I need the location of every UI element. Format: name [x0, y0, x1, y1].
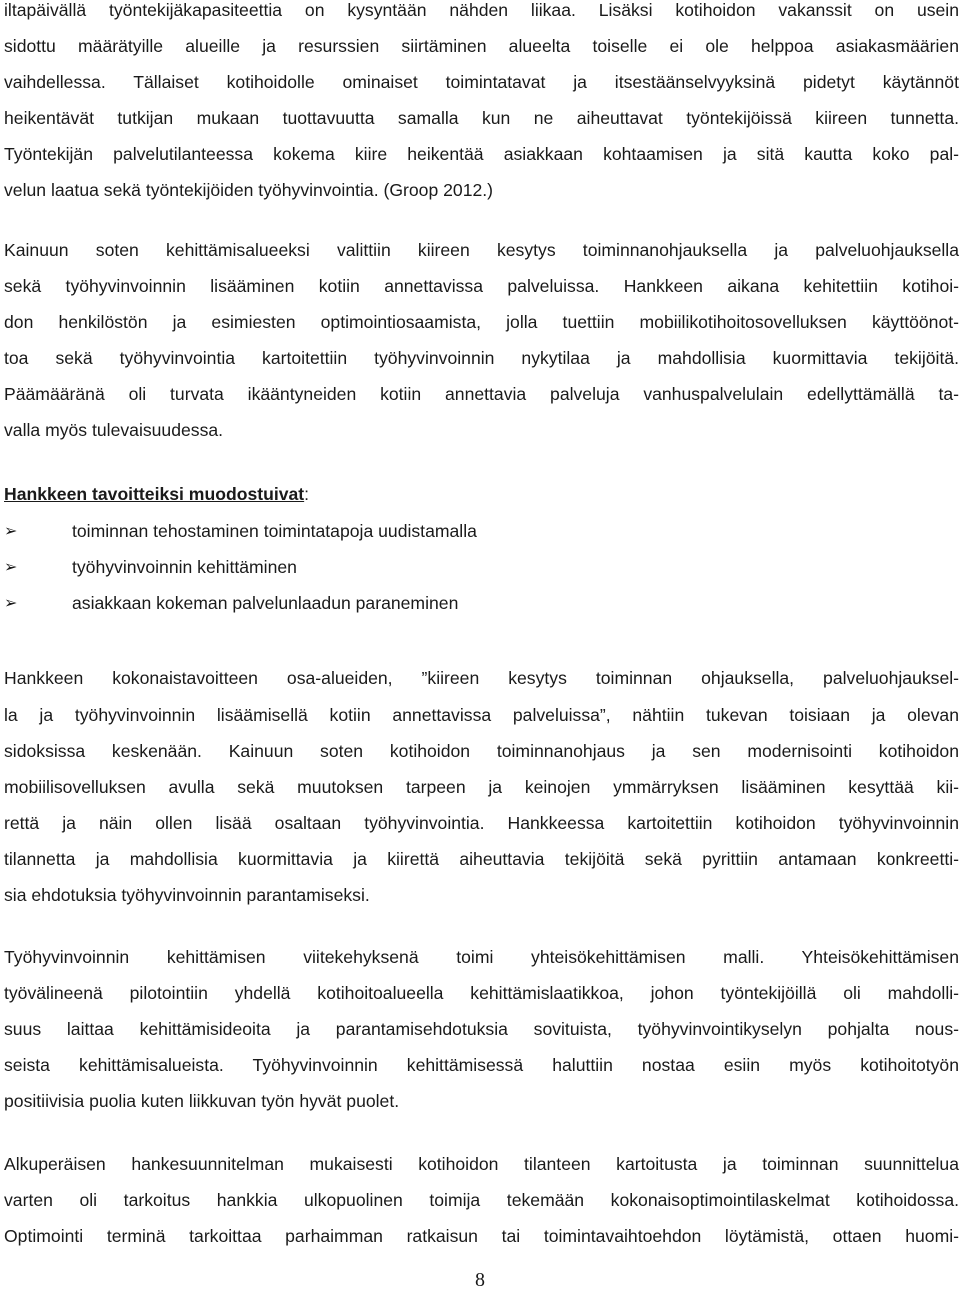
text-line: Työhyvinvoinnin kehittämisen viitekehyksenä toimi yhteisökehittämisen malli. Yhteisökehittämisen	[4, 947, 959, 967]
page-number: 8	[475, 1269, 485, 1291]
text-line: työvälineenä pilotointiin yhdellä kotihoitoalueella kehittämislaatikkoa, johon työntekijöillä oli mahdolli-	[4, 983, 959, 1003]
section-heading	[4, 482, 959, 506]
list-item-text: asiakkaan kokeman palvelunlaadun paraneminen	[72, 593, 459, 613]
text-line: sidoksissa keskenään. Kainuun soten kotihoidon toiminnanohjaus ja sen modernisointi kotihoidon	[4, 741, 959, 761]
text-line: suus laittaa kehittämisideoita ja parantamisehdotuksia sovituista, työhyvinvointikyselyn pohjalta nous-	[4, 1019, 959, 1039]
text-line: seista kehittämisalueista. Työhyvinvoinnin kehittämisessä haluttiin nostaa esiin myös kotihoitotyön	[4, 1055, 959, 1075]
text-line: Optimointi terminä tarkoittaa parhaimman ratkaisun tai toimintavaihtoehdon löytämistä, ottaen huomi-	[4, 1226, 959, 1246]
text-line: tilannetta ja mahdollisia kuormittavia ja kiirettä aiheuttavia tekijöitä sekä pyrittiin antamaan konkreetti-	[4, 849, 959, 869]
arrow-bullet-icon: ➢	[4, 521, 18, 540]
text-line: la ja työhyvinvoinnin lisäämisellä kotiin annettavissa palveluissa”, nähtiin tukevan toisiaan ja olevan	[4, 705, 959, 725]
arrow-bullet-icon: ➢	[4, 593, 18, 612]
section-heading-colon: :	[304, 484, 310, 504]
text-line: Päämääränä oli turvata ikääntyneiden kotiin annettavia palveluja vanhuspalvelulain edellyttämällä ta-	[4, 384, 959, 404]
text-line: toa sekä työhyvinvointia kartoitettiin työhyvinvoinnin nykytilaa ja mahdollisia kuormittavia tekijöitä.	[4, 348, 959, 368]
text-line: don henkilöstön ja esimiesten optimointiosaamista, jolla tuettiin mobiilikotihoitosovelluksen käyttöönot-	[4, 312, 959, 332]
text-line: mobiilisovelluksen avulla sekä muutoksen tarpeen ja keinojen ymmärryksen lisääminen kesyttää kii-	[4, 777, 959, 797]
list-item-text: toiminnan tehostaminen toimintatapoja uudistamalla	[72, 521, 477, 541]
text-line: Hankkeen kokonaistavoitteen osa-alueiden, ”kiireen kesytys toiminnan ohjauksella, palveluohjauksel-	[4, 668, 959, 688]
text-line: heikentävät tutkijan mukaan tuottavuutta samalla kun ne aiheuttavat työntekijöissä kiireen tunnetta.	[4, 108, 959, 128]
text-line: sidottu määrätyille alueille ja resurssien siirtäminen alueelta toiselle ei ole helppoa asiakasmäärien	[4, 36, 959, 56]
section-heading-text: Hankkeen tavoitteiksi muodostuivat	[4, 484, 305, 504]
text-line: Alkuperäisen hankesuunnitelman mukaisesti kotihoidon tilanteen kartoitusta ja toiminnan suunnittelua	[4, 1154, 959, 1174]
text-line: varten oli tarkoitus hankkia ulkopuolinen toimija tekemään kokonaisoptimointilaskelmat kotihoidossa.	[4, 1190, 959, 1210]
text-line: Työntekijän palvelutilanteessa kokema kiire heikentää asiakkaan kohtaamisen ja sitä kautta koko pal-	[4, 144, 959, 164]
list-item-text: työhyvinvoinnin kehittäminen	[72, 557, 297, 577]
text-line: rettä ja näin ollen lisää osaltaan työhyvinvointia. Hankkeessa kartoitettiin kotihoidon työhyvinvoinnin	[4, 813, 959, 833]
text-line: vaihdellessa. Tällaiset kotihoidolle ominaiset toimintatavat ja itsestäänselvyyksinä pidetyt käytännöt	[4, 72, 959, 92]
text-line: Kainuun soten kehittämisalueeksi valittiin kiireen kesytys toiminnanohjauksella ja palveluohjauksella	[4, 240, 959, 260]
text-line: sia ehdotuksia työhyvinvoinnin parantamiseksi.	[4, 885, 370, 905]
arrow-bullet-icon: ➢	[4, 557, 18, 576]
text-line: iltapäivällä työntekijäkapasiteettia on kysyntään nähden liikaa. Lisäksi kotihoidon vakanssit on usein	[4, 0, 959, 20]
text-line: velun laatua sekä työntekijöiden työhyvinvointia. (Groop 2012.)	[4, 180, 494, 200]
text-line: sekä työhyvinvoinnin lisääminen kotiin annettavissa palveluissa. Hankkeen aikana kehitettiin kotihoi-	[4, 276, 959, 296]
text-line: valla myös tulevaisuudessa.	[4, 420, 224, 440]
text-line: positiivisia puolia kuten liikkuvan työn hyvät puolet.	[4, 1091, 400, 1111]
